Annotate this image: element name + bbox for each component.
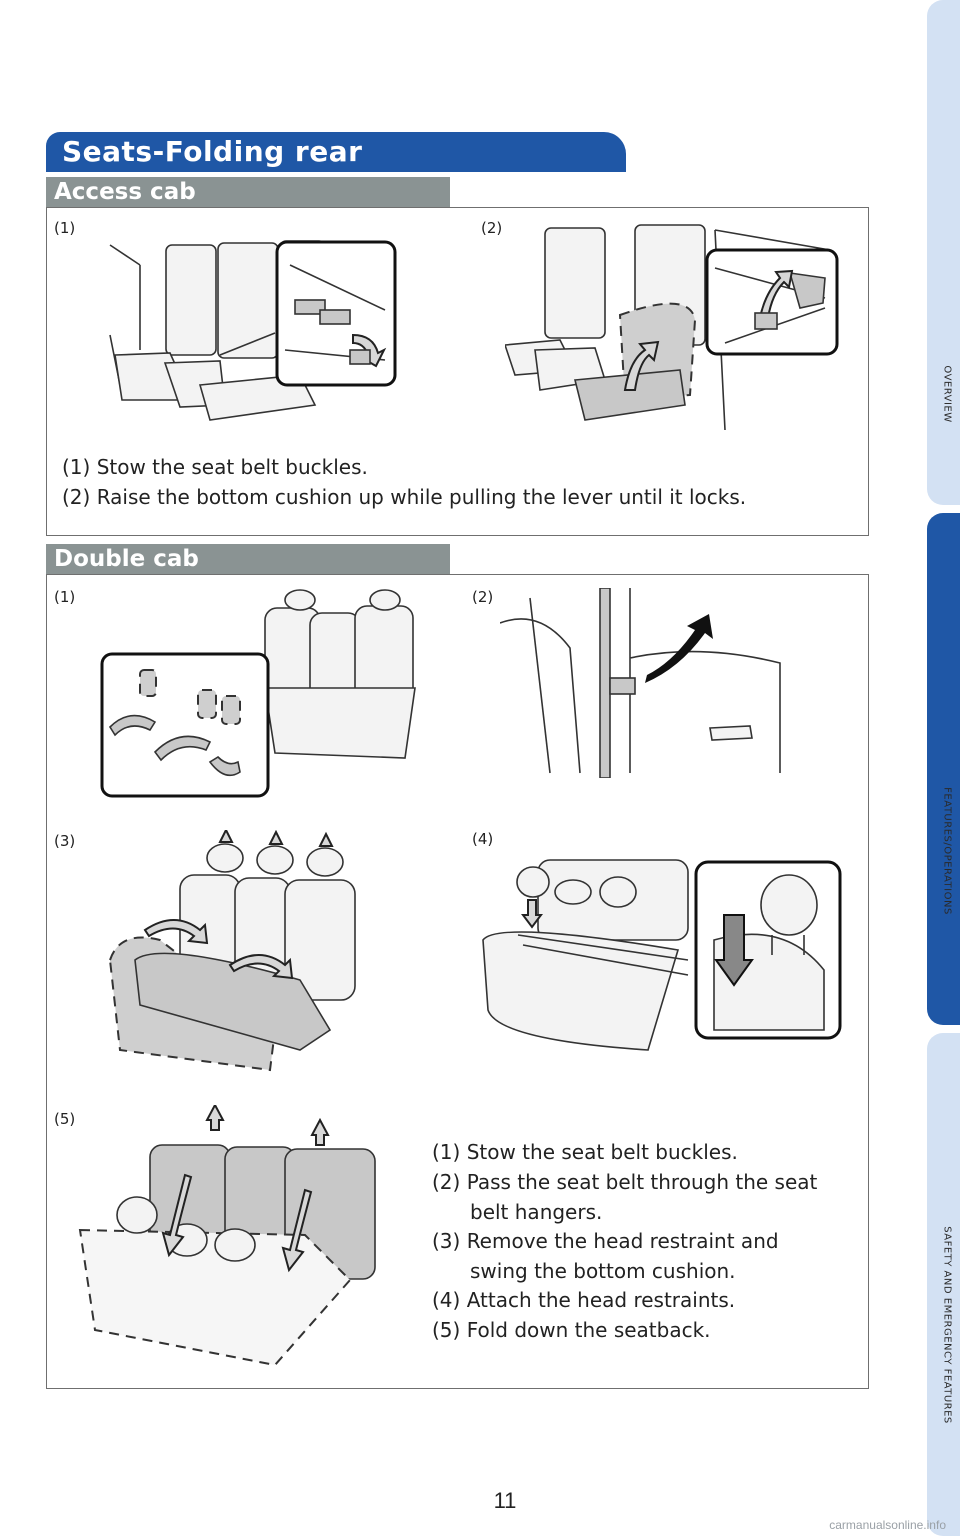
double-step-4-illustration: [478, 850, 693, 1055]
double-cab-header: Double cab: [46, 544, 450, 574]
page-title: Seats-Folding rear: [62, 135, 363, 168]
double-step-5-label: (5): [54, 1110, 76, 1128]
access-step-2-inset: [705, 248, 840, 358]
double-step-1-label: (1): [54, 588, 76, 606]
double-step-3-illustration: [100, 830, 365, 1075]
side-tab-safety[interactable]: [927, 1033, 960, 1536]
access-step-1-inset: [275, 240, 400, 390]
double-step-2-illustration: [500, 588, 785, 778]
access-step-2-label: (2): [481, 219, 503, 237]
page-title-banner: [46, 132, 626, 172]
double-step-1-illustration: [255, 588, 420, 773]
double-caption-2-cont: belt hangers.: [470, 1200, 603, 1224]
side-tab-features-operations-label: FEATURES/OPERATIONS: [941, 787, 953, 915]
double-step-5-illustration: [75, 1105, 380, 1370]
page-number: 11: [493, 1488, 517, 1513]
double-step-3-label: (3): [54, 832, 76, 850]
double-step-4-inset: [694, 860, 842, 1040]
double-caption-5: (5) Fold down the seatback.: [432, 1318, 711, 1342]
side-tab-features-operations[interactable]: [927, 513, 960, 1025]
side-tab-overview[interactable]: [927, 0, 960, 505]
side-tab-overview-label: OVERVIEW: [941, 365, 953, 423]
double-caption-3: (3) Remove the head restraint and: [432, 1229, 779, 1253]
access-cab-header: Access cab: [46, 177, 450, 207]
watermark: carmanualsonline.info: [829, 1518, 946, 1532]
double-step-4-label: (4): [472, 830, 494, 848]
double-caption-1: (1) Stow the seat belt buckles.: [432, 1140, 738, 1164]
double-step-2-label: (2): [472, 588, 494, 606]
access-caption-1: (1) Stow the seat belt buckles.: [62, 455, 368, 479]
double-caption-3-cont: swing the bottom cushion.: [470, 1259, 736, 1283]
side-tab-safety-label: SAFETY AND EMERGENCY FEATURES: [941, 1225, 953, 1424]
access-caption-2: (2) Raise the bottom cushion up while pulling the lever until it locks.: [62, 485, 747, 509]
access-step-1-label: (1): [54, 219, 76, 237]
double-caption-4: (4) Attach the head restraints.: [432, 1288, 736, 1312]
double-caption-2: (2) Pass the seat belt through the seat: [432, 1170, 818, 1194]
double-step-1-inset: [100, 652, 272, 800]
